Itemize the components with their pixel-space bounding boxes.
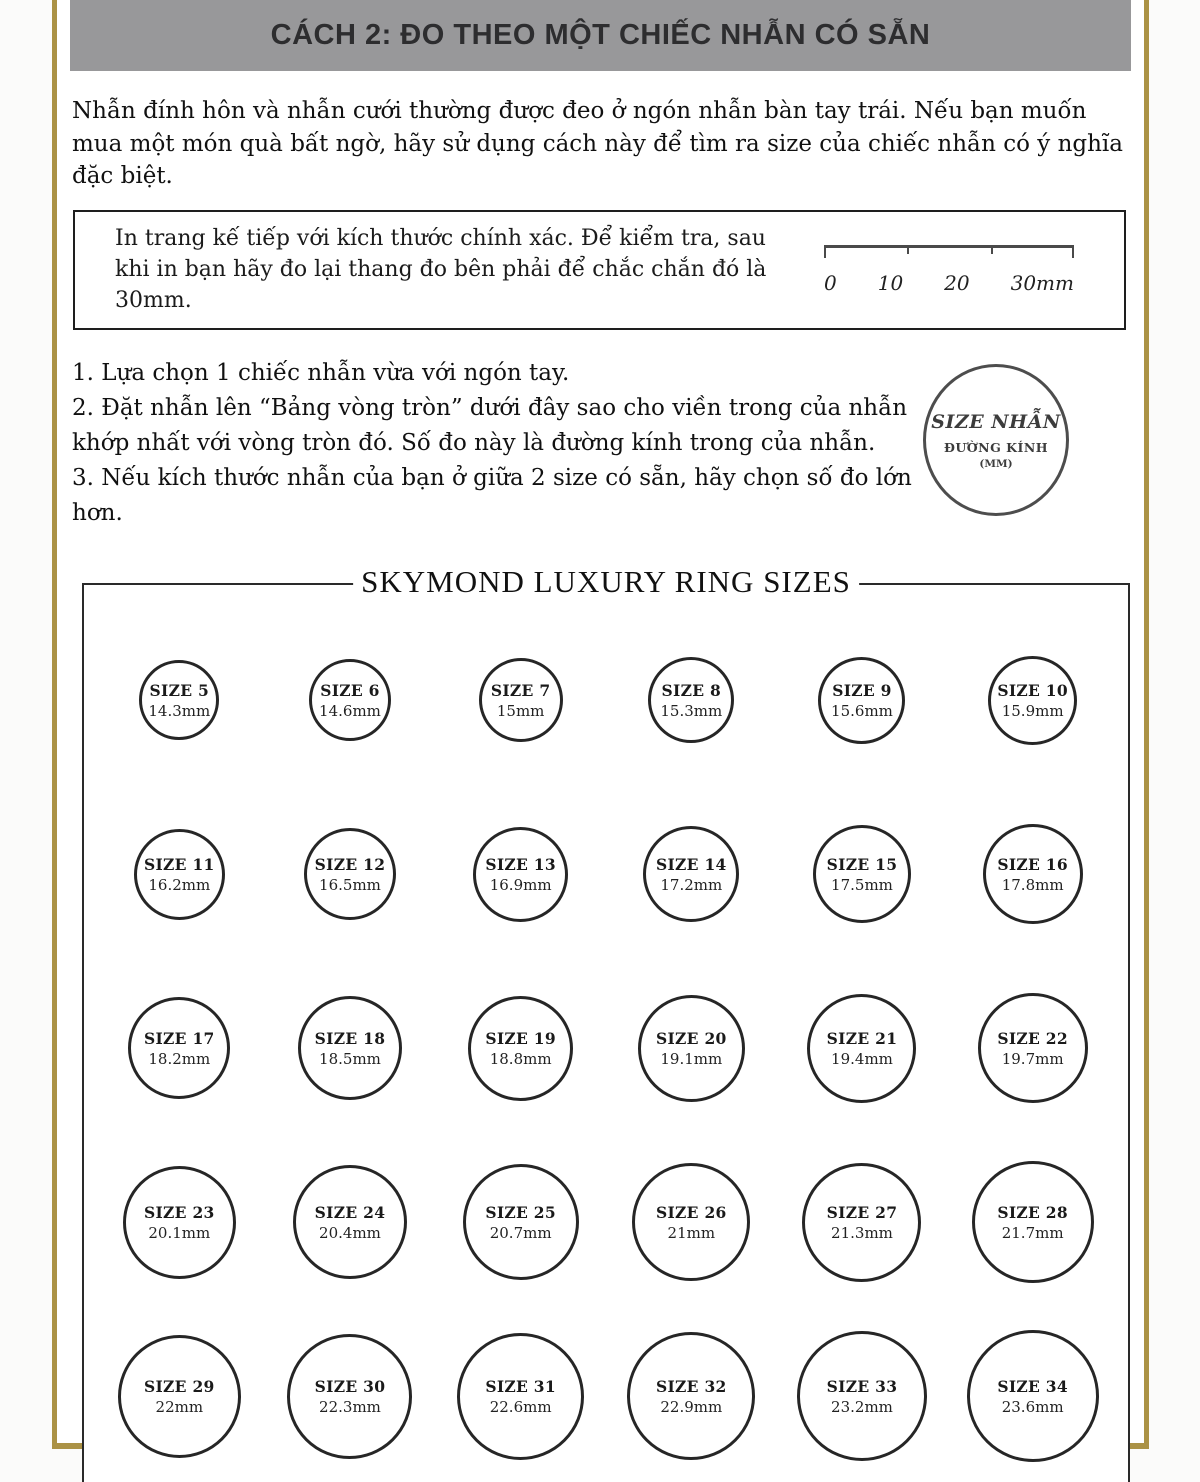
ring-diameter-label: 19.1mm xyxy=(660,1049,723,1068)
ring-size-circle xyxy=(304,828,396,920)
ring-cell xyxy=(128,997,230,1099)
ring-size-circle xyxy=(807,994,916,1103)
ring-size-circle xyxy=(813,825,911,923)
ring-size-circle xyxy=(118,1335,241,1458)
steps-list xyxy=(72,356,922,531)
ring-cell xyxy=(468,996,573,1101)
ruler-line xyxy=(824,245,1074,257)
ring-size-label: SIZE 26 xyxy=(656,1202,727,1222)
ruler-label-10: 10 xyxy=(877,271,904,296)
stamp-unit: (MM) xyxy=(979,457,1013,470)
ring-size-circle xyxy=(972,1161,1094,1283)
ruler-label-20: 20 xyxy=(944,271,970,296)
ring-diameter-label: 17.2mm xyxy=(660,875,723,894)
ring-size-label: SIZE 13 xyxy=(485,854,556,874)
ring-size-label: SIZE 23 xyxy=(144,1202,215,1222)
ring-diameter-label: 15.3mm xyxy=(660,701,723,720)
ring-cell xyxy=(287,1334,412,1459)
ring-cell xyxy=(813,825,911,923)
ring-size-circle xyxy=(473,827,568,922)
ring-diameter-label: 14.6mm xyxy=(319,701,381,720)
ring-cell xyxy=(304,828,396,920)
ring-size-circle xyxy=(128,997,230,1099)
step-3: 3. Nếu kích thước nhẫn của bạn ở giữa 2 size có sẵn, hãy chọn số đo lớn hơn. xyxy=(72,465,912,527)
ruler-tick-20 xyxy=(991,248,993,254)
ruler-label-30: 30mm xyxy=(1010,271,1074,296)
ruler-tick-0 xyxy=(824,248,826,258)
ring-diameter-label: 14.3mm xyxy=(148,701,211,720)
ring-cell xyxy=(818,657,905,744)
ring-cell xyxy=(648,657,734,743)
ring-diameter-label: 23.6mm xyxy=(1001,1397,1064,1416)
ring-size-label: SIZE 19 xyxy=(485,1028,556,1048)
ring-size-circle xyxy=(802,1163,921,1282)
size-stamp-circle xyxy=(923,364,1069,516)
gold-frame xyxy=(52,0,1149,1449)
step-2: 2. Đặt nhẫn lên “Bảng vòng tròn” dưới đây sao cho viền trong của nhẫn khớp nhất với vòng tròn đó. Số đo này là đường kính trong của nhẫn. xyxy=(72,395,908,457)
ring-size-label: SIZE 11 xyxy=(144,854,215,874)
ring-diameter-label: 15mm xyxy=(496,701,545,720)
ring-diameter-label: 23.2mm xyxy=(831,1397,893,1416)
ring-diameter-label: 18.2mm xyxy=(148,1049,211,1068)
ring-cell xyxy=(643,826,739,922)
ring-diameter-label: 18.5mm xyxy=(319,1049,381,1068)
ring-cell xyxy=(123,1166,236,1279)
section-header xyxy=(70,0,1131,71)
ring-cell xyxy=(293,1165,407,1279)
ring-diameter-label: 18.8mm xyxy=(489,1049,552,1068)
ring-diameter-label: 17.5mm xyxy=(831,875,893,894)
ring-diameter-label: 16.5mm xyxy=(319,875,381,894)
ring-cell xyxy=(463,1164,579,1280)
ring-size-label: SIZE 12 xyxy=(314,854,386,874)
ring-size-label: SIZE 29 xyxy=(144,1376,215,1396)
ring-diameter-label: 20.4mm xyxy=(319,1223,381,1242)
ring-size-circle xyxy=(123,1166,236,1279)
ring-diameter-label: 21.3mm xyxy=(831,1223,893,1242)
ring-size-circle xyxy=(309,659,391,741)
ring-cell xyxy=(298,996,402,1100)
ring-size-label: SIZE 15 xyxy=(826,854,898,874)
ring-diameter-label: 21mm xyxy=(667,1223,716,1242)
ring-size-label: SIZE 16 xyxy=(997,854,1068,874)
ring-size-label: SIZE 7 xyxy=(490,680,551,700)
ring-cell xyxy=(797,1331,927,1461)
ring-size-label: SIZE 30 xyxy=(314,1376,386,1396)
ring-cell xyxy=(967,1330,1099,1462)
intro-paragraph: Nhẫn đính hôn và nhẫn cưới thường được đeo ở ngón nhẫn bàn tay trái. Nếu bạn muốn mua một món quà bất ngờ, hãy sử dụng cách này để tìm ra size của chiếc nhẫn có ý nghĩa đặc biệt. xyxy=(72,98,1123,190)
ring-cell xyxy=(807,994,916,1103)
ring-diameter-label: 22mm xyxy=(155,1397,204,1416)
stamp-subtitle: ĐƯỜNG KÍNH xyxy=(943,439,1049,455)
ring-diameter-label: 20.7mm xyxy=(489,1223,552,1242)
ring-size-circle xyxy=(298,996,402,1100)
ring-size-label: SIZE 28 xyxy=(997,1202,1068,1222)
ring-size-label: SIZE 14 xyxy=(656,854,727,874)
ring-diameter-label: 20.1mm xyxy=(148,1223,211,1242)
ring-size-circle xyxy=(479,658,563,742)
ring-diameter-label: 19.4mm xyxy=(831,1049,893,1068)
section-title: CÁCH 2: ĐO THEO MỘT CHIẾC NHẪN CÓ SẴN xyxy=(270,19,931,51)
ring-size-circle xyxy=(139,660,219,740)
ring-size-circle xyxy=(967,1330,1099,1462)
ring-size-circle xyxy=(648,657,734,743)
ring-sizes-chart xyxy=(82,564,1130,1482)
ring-size-label: SIZE 33 xyxy=(826,1376,898,1396)
ring-size-circle xyxy=(287,1334,412,1459)
ring-cell xyxy=(479,658,563,742)
ring-size-label: SIZE 10 xyxy=(997,680,1068,700)
ring-size-label: SIZE 34 xyxy=(997,1376,1068,1396)
ring-diameter-label: 21.7mm xyxy=(1001,1223,1064,1242)
ruler-label-0: 0 xyxy=(824,271,837,296)
print-instruction-box xyxy=(73,210,1126,330)
ring-cell xyxy=(988,656,1077,745)
ring-size-label: SIZE 18 xyxy=(314,1028,386,1048)
ring-size-label: SIZE 5 xyxy=(149,680,210,700)
ring-size-label: SIZE 6 xyxy=(320,680,380,700)
ring-size-label: SIZE 22 xyxy=(997,1028,1068,1048)
ring-size-circle xyxy=(988,656,1077,745)
ring-cell xyxy=(473,827,568,922)
ring-cell xyxy=(972,1161,1094,1283)
ring-size-circle xyxy=(627,1332,755,1460)
ring-diameter-label: 16.9mm xyxy=(489,875,552,894)
stamp-title: SIZE NHẪN xyxy=(931,410,1061,433)
ring-size-circle xyxy=(134,829,225,920)
ring-cell xyxy=(309,659,391,741)
ring-diameter-label: 15.6mm xyxy=(831,701,893,720)
ring-size-label: SIZE 31 xyxy=(485,1376,556,1396)
steps-section xyxy=(72,356,1129,531)
ring-size-circle xyxy=(978,993,1088,1103)
ring-size-label: SIZE 20 xyxy=(656,1028,727,1048)
ring-size-circle xyxy=(643,826,739,922)
step-1: 1. Lựa chọn 1 chiếc nhẫn vừa với ngón tay. xyxy=(72,360,570,387)
ruler-tick-10 xyxy=(907,248,909,254)
ring-cell xyxy=(802,1163,921,1282)
ring-diameter-label: 17.8mm xyxy=(1001,875,1064,894)
ring-size-circle xyxy=(293,1165,407,1279)
ring-size-label: SIZE 24 xyxy=(314,1202,386,1222)
ring-size-label: SIZE 32 xyxy=(656,1376,727,1396)
ring-size-label: SIZE 8 xyxy=(661,680,722,700)
ring-size-label: SIZE 21 xyxy=(826,1028,898,1048)
ring-cell xyxy=(632,1163,750,1281)
ring-diameter-label: 22.3mm xyxy=(319,1397,381,1416)
ring-cell xyxy=(457,1333,584,1460)
print-instruction-text: In trang kế tiếp với kích thước chính xác. Để kiểm tra, sau khi in bạn hãy đo lại thang đo bên phải để chắc chắn đó là 30mm. xyxy=(115,225,767,313)
ring-size-circle xyxy=(463,1164,579,1280)
ring-cell xyxy=(638,995,745,1102)
ring-diameter-label: 16.2mm xyxy=(148,875,211,894)
ruler-labels xyxy=(824,271,1074,295)
ring-size-circle xyxy=(818,657,905,744)
ring-cell xyxy=(983,824,1083,924)
calibration-ruler xyxy=(824,245,1074,295)
ring-size-label: SIZE 17 xyxy=(144,1028,215,1048)
ring-size-label: SIZE 9 xyxy=(832,680,892,700)
ring-size-circle xyxy=(983,824,1083,924)
ring-size-circle xyxy=(468,996,573,1101)
ring-size-label: SIZE 25 xyxy=(485,1202,556,1222)
ring-cell xyxy=(134,829,225,920)
ring-cell xyxy=(627,1332,755,1460)
ring-cell xyxy=(139,660,219,740)
ring-size-circle xyxy=(457,1333,584,1460)
ring-diameter-label: 22.6mm xyxy=(489,1397,552,1416)
ring-diameter-label: 19.7mm xyxy=(1001,1049,1064,1068)
ring-diameter-label: 15.9mm xyxy=(1001,701,1064,720)
ring-cell xyxy=(978,993,1088,1103)
ruler-tick-30 xyxy=(1072,248,1074,258)
ring-size-label: SIZE 27 xyxy=(826,1202,898,1222)
ring-size-grid xyxy=(84,585,1128,1482)
ring-size-circle xyxy=(797,1331,927,1461)
ring-cell xyxy=(118,1335,241,1458)
ring-diameter-label: 22.9mm xyxy=(660,1397,723,1416)
ring-size-circle xyxy=(632,1163,750,1281)
ring-size-circle xyxy=(638,995,745,1102)
chart-title: SKYMOND LUXURY RING SIZES xyxy=(353,564,859,600)
